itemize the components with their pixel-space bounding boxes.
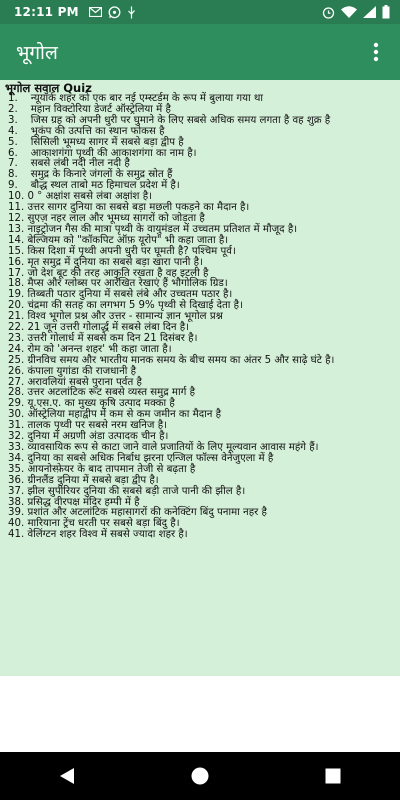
question-number: 23. [8, 332, 28, 344]
question-text: व्यावसायिक रूप से काटा जाने वाले प्रजातियों के लिए मूल्यवान आवास महंगे हैं। [27, 442, 319, 453]
gmail-icon [89, 7, 102, 17]
question-number: 38. [8, 496, 28, 508]
question-text: झील सुपीरियर दुनिया की सबसे बड़ी ताजे पानी की झील है। [27, 485, 246, 497]
question-item [8, 487, 392, 498]
question-text: किस दिशा में पृथ्वी अपनी धुरी पर घूमती है? पश्चिम पूर्व। [27, 245, 236, 257]
question-text: सबसे लंबी नदी नील नदी है [30, 158, 130, 170]
signal-icon [363, 6, 376, 18]
question-number: 28. [8, 387, 28, 399]
question-text: मृत समुद्र में दुनिया का सबसे बड़ा खारा पानी है। [27, 256, 203, 268]
question-number: 24. [8, 343, 28, 355]
question-number: 13. [8, 223, 28, 235]
question-number: 19. [8, 289, 28, 301]
question-text: उत्तरी गोलार्ध में सबसे कम दिन 21 दिसंबर है। [27, 332, 198, 344]
question-number: 6. [8, 147, 31, 159]
question-number: 37. [8, 485, 28, 497]
usb-icon [127, 6, 136, 19]
question-number: 25. [8, 354, 28, 366]
question-text: सिसिली भूमध्य सागर में सबसे बड़ा द्वीप है [30, 136, 184, 148]
question-text: महान विक्टोरिया डेजर्ट ऑस्ट्रेलिया में है [30, 103, 171, 115]
battery-icon [382, 5, 390, 19]
question-text: दुनिया में अग्रणी अंडा उत्पादक चीन है। [27, 431, 169, 443]
status-time: 12:11 PM [14, 5, 79, 19]
quiz-content[interactable] [0, 80, 400, 676]
question-number: 41. [8, 529, 28, 541]
question-number: 40. [8, 518, 28, 530]
app-bar [0, 24, 400, 80]
question-text: ऑस्ट्रेलिया महाद्वीप में कम से कम जमीन का मैदान है [27, 409, 222, 421]
question-text: चंद्रमा की सतह का लगभग 5 9% पृथ्वी से दिखाई देता है। [27, 300, 243, 312]
wifi-icon [341, 6, 357, 18]
question-number: 26. [8, 365, 28, 377]
question-text: उत्तर सागर दुनिया का सबसे बड़ा मछली पकड़ने का मैदान है। [27, 202, 250, 214]
question-number: 36. [8, 474, 28, 486]
question-text: 21 जून उत्तरी गोलार्द्ध में सबसे लंबा दिन है। [27, 322, 190, 334]
question-number: 30. [8, 409, 28, 421]
question-number: 29. [8, 398, 28, 410]
back-icon[interactable] [43, 752, 91, 800]
question-item [8, 138, 392, 149]
question-number: 3. [8, 114, 31, 126]
question-item [8, 530, 392, 541]
question-number: 4. [8, 125, 31, 137]
question-list [0, 94, 400, 541]
question-item [8, 127, 392, 138]
question-text: वेलिंग्टन शहर विश्व में सबसे ज्यादा शहर है। [27, 529, 188, 541]
question-number: 22. [8, 322, 28, 334]
question-text: उत्तर अटलांटिक रूट सबसे व्यस्त समुद्र मार्ग है [27, 387, 196, 399]
question-text: भूकंप की उत्पत्ति का स्थान फोकस है [30, 125, 165, 137]
question-number: 31. [8, 420, 28, 432]
question-text: जिस ग्रह को अपनी धुरी पर घुमाने के लिए सबसे अधिक समय लगता है वह शुक्र है [30, 114, 331, 126]
question-text: यू.एस.ए. का मुख्य कृषि उत्पाद मक्का है [27, 398, 175, 410]
question-number: 10. [8, 191, 28, 203]
question-number: 35. [8, 463, 28, 475]
question-number: 1. [8, 93, 31, 104]
question-number: 8. [8, 169, 31, 181]
app-title: भूगोल [16, 42, 58, 64]
question-text: तिब्बती पठार दुनिया में सबसे लंबे और उच्चतम पठार है। [27, 289, 233, 301]
question-text: नाइट्रोजन गैस की मात्रा पृथ्वी के वायुमंडल में उच्चतम प्रतिशत में मौजूद है। [27, 223, 298, 235]
question-number: 33. [8, 442, 28, 453]
status-bar [0, 0, 400, 24]
question-text: तालक पृथ्वी पर सबसे नरम खनिज है। [27, 420, 167, 432]
question-number: 7. [8, 158, 31, 170]
more-vert-icon[interactable] [364, 40, 388, 64]
question-text: न्यूयॉर्क शहर को एक बार नई एम्स्टर्डम के रूप में बुलाया गया था [30, 93, 264, 104]
question-text: प्रसिद्ध वीरपक्ष मंदिर हम्पी में है [27, 496, 140, 508]
question-text: प्रशांत और अटलांटिक महासागरों की कनेक्टिंग बिंदु पनामा नहर है [27, 507, 267, 519]
question-number: 17. [8, 267, 28, 279]
home-icon[interactable] [176, 752, 224, 800]
question-text: विश्व भूगोल प्रश्न और उत्तर - सामान्य ज्ञान भूगोल प्रश्न [27, 311, 223, 323]
question-text: आकाशगंगा पृथ्वी की आकाशगंगा का नाम है। [30, 147, 197, 159]
question-text: बौद्ध स्थल ताबो मठ हिमाचल प्रदेश में है। [30, 180, 180, 192]
question-number: 15. [8, 245, 28, 257]
whatsapp-icon [108, 6, 121, 19]
question-item [8, 476, 392, 487]
question-number: 16. [8, 256, 28, 268]
question-number: 9. [8, 180, 31, 192]
question-text: दुनिया का सबसे अधिक निर्बाध झरना एन्जिल फॉल्स वेनेजुएला में है [27, 452, 274, 464]
question-number: 11. [8, 202, 28, 214]
question-text: मारियाना ट्रेंच धरती पर सबसे बड़ा बिंदु है। [27, 518, 180, 530]
question-number: 39. [8, 507, 28, 519]
question-text: ग्रीनलैंड दुनिया में सबसे बड़ा द्वीप है। [27, 474, 159, 486]
question-text: जो देश बूट की तरह आकृति रखता है वह इटली है [27, 267, 209, 279]
question-number: 2. [8, 103, 31, 115]
question-number: 14. [8, 234, 28, 246]
question-number: 34. [8, 452, 28, 464]
question-text: अरावलियां सबसे पुराना पर्वत है [27, 376, 142, 388]
question-text: 0 ° अक्षांश सबसे लंबा अक्षांश है। [27, 191, 152, 203]
question-number: 12. [8, 212, 28, 224]
question-number: 32. [8, 431, 28, 443]
question-text: कंपाला युगांडा की राजधानी है [27, 365, 137, 377]
question-text: मैप्स और ग्लोब्स पर आरेखित रेखाएं हैं भौगोलिक ग्रिड। [27, 278, 228, 290]
question-number: 20. [8, 300, 28, 312]
question-item [8, 247, 392, 258]
quiz-heading: भूगोल सवाल Quiz [5, 81, 92, 95]
question-text: रोम को 'अनन्त शहर' भी कहा जाता है। [27, 343, 172, 355]
question-number: 5. [8, 136, 31, 148]
question-item [8, 367, 392, 378]
question-text: आयनोस्फ़ेयर के बाद तापमान तेजी से बढ़ता है [27, 463, 196, 475]
navigation-bar [0, 752, 400, 800]
question-text: सुएज़ नहर लाल और भूमध्य सागरों को जोड़ता है [27, 212, 205, 224]
question-text: बेल्जियम को "कॉकपिट ऑफ़ यूरोप" भी कहा जाता है। [27, 234, 229, 246]
question-text: समुद्र के किनारे जंगलों के समुद्र स्रोत हैं [30, 169, 173, 181]
question-number: 27. [8, 376, 28, 388]
question-text: ग्रीनविच समय और भारतीय मानक समय के बीच समय का अंतर 5 और साढ़े घंटे है। [27, 354, 335, 366]
question-item [8, 258, 392, 269]
alarm-icon [322, 6, 335, 19]
question-number: 18. [8, 278, 28, 290]
recents-icon[interactable] [309, 752, 357, 800]
question-number: 21. [8, 311, 28, 323]
